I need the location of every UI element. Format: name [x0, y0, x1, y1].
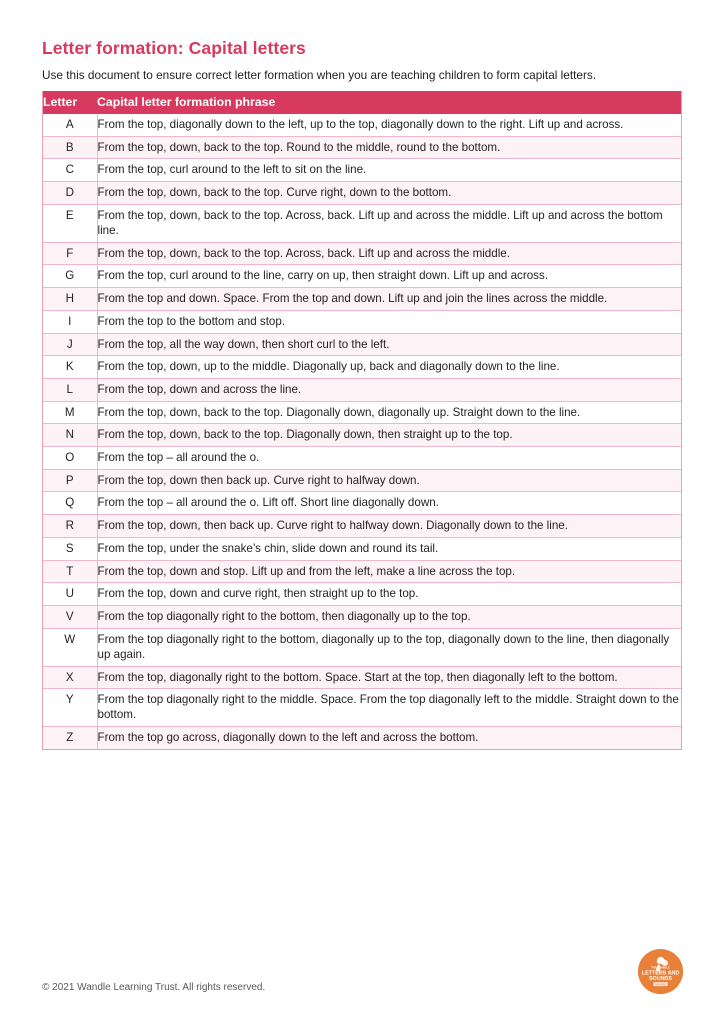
table-body	[43, 114, 681, 749]
cell-formation-phrase: From the top diagonally right to the middle. Space. From the top diagonally left to the middle. Straight down to the bottom.	[97, 689, 681, 727]
cell-formation-phrase: From the top diagonally right to the bottom, then diagonally up to the top.	[97, 605, 681, 628]
table-row	[43, 727, 681, 749]
table-row	[43, 424, 681, 447]
cell-letter: Y	[43, 689, 97, 727]
cell-letter: T	[43, 560, 97, 583]
cell-formation-phrase: From the top, down, back to the top. Round to the middle, round to the bottom.	[97, 136, 681, 159]
table-row	[43, 401, 681, 424]
cell-letter: G	[43, 265, 97, 288]
cell-letter: X	[43, 666, 97, 689]
cell-letter: M	[43, 401, 97, 424]
logo-bottom-text: REVISED	[654, 983, 667, 987]
cell-formation-phrase: From the top diagonally right to the bottom, diagonally up to the top, diagonally down to the line, then diagonally up again.	[97, 628, 681, 666]
cell-letter: O	[43, 447, 97, 470]
cell-letter: C	[43, 159, 97, 182]
cell-letter: W	[43, 628, 97, 666]
page-title: Letter formation: Capital letters	[42, 38, 306, 58]
table-row	[43, 492, 681, 515]
cell-formation-phrase: From the top, diagonally down to the left, up to the top, diagonally down to the right. Lift up and across.	[97, 114, 681, 136]
cell-letter: B	[43, 136, 97, 159]
cell-formation-phrase: From the top, down and curve right, then straight up to the top.	[97, 583, 681, 606]
cell-letter: I	[43, 310, 97, 333]
table-row	[43, 136, 681, 159]
cell-letter: N	[43, 424, 97, 447]
cell-letter: Q	[43, 492, 97, 515]
cell-letter: D	[43, 182, 97, 205]
table-row	[43, 356, 681, 379]
table-row	[43, 159, 681, 182]
cell-formation-phrase: From the top, down and across the line.	[97, 378, 681, 401]
table-row	[43, 310, 681, 333]
cell-formation-phrase: From the top, down, up to the middle. Diagonally up, back and diagonally down to the line.	[97, 356, 681, 379]
cell-letter: H	[43, 288, 97, 311]
table-row	[43, 242, 681, 265]
cell-letter: J	[43, 333, 97, 356]
logo-top-text: THE WANDLE	[651, 965, 670, 970]
logo-line-two: SOUNDS	[648, 975, 673, 982]
cell-letter: K	[43, 356, 97, 379]
table-header-row	[43, 91, 681, 114]
table-row	[43, 537, 681, 560]
cell-formation-phrase: From the top, down, back to the top. Across, back. Lift up and across the middle.	[97, 242, 681, 265]
table-row	[43, 114, 681, 136]
table-row	[43, 447, 681, 470]
cell-letter: R	[43, 515, 97, 538]
letter-formation-table	[43, 91, 681, 749]
cell-letter: F	[43, 242, 97, 265]
cell-formation-phrase: From the top, down, back to the top. Curve right, down to the bottom.	[97, 182, 681, 205]
cell-formation-phrase: From the top go across, diagonally down to the left and across the bottom.	[97, 727, 681, 749]
copyright-notice: © 2021 Wandle Learning Trust. All rights reserved.	[42, 982, 266, 993]
table-row	[43, 515, 681, 538]
cell-formation-phrase: From the top, down then back up. Curve right to halfway down.	[97, 469, 681, 492]
table-row	[43, 628, 681, 666]
cell-letter: S	[43, 537, 97, 560]
table-row	[43, 689, 681, 727]
cell-letter: E	[43, 204, 97, 242]
cell-formation-phrase: From the top – all around the o.	[97, 447, 681, 470]
cell-letter: A	[43, 114, 97, 136]
table-row	[43, 265, 681, 288]
table-row	[43, 605, 681, 628]
table-header	[43, 91, 681, 114]
cell-formation-phrase: From the top, down, back to the top. Diagonally down, then straight up to the top.	[97, 424, 681, 447]
cell-formation-phrase: From the top, down, then back up. Curve right to halfway down. Diagonally down to the line.	[97, 515, 681, 538]
table-row	[43, 288, 681, 311]
letter-formation-table-container	[42, 91, 682, 750]
letters-and-sounds-logo	[637, 948, 684, 995]
cell-formation-phrase: From the top and down. Space. From the top and down. Lift up and join the lines across the middle.	[97, 288, 681, 311]
cell-formation-phrase: From the top, down, back to the top. Across, back. Lift up and across the middle. Lift up and across the bottom line.	[97, 204, 681, 242]
table-row	[43, 560, 681, 583]
cell-formation-phrase: From the top, down and stop. Lift up and from the left, make a line across the top.	[97, 560, 681, 583]
column-header-phrase: Capital letter formation phrase	[97, 91, 681, 114]
table-row	[43, 666, 681, 689]
page-subtitle: Use this document to ensure correct letter formation when you are teaching children to form capital letters.	[42, 68, 597, 82]
cell-formation-phrase: From the top, down, back to the top. Diagonally down, diagonally up. Straight down to the line.	[97, 401, 681, 424]
cell-formation-phrase: From the top, under the snake’s chin, slide down and round its tail.	[97, 537, 681, 560]
table-row	[43, 182, 681, 205]
cell-formation-phrase: From the top, curl around to the line, carry on up, then straight down. Lift up and across.	[97, 265, 681, 288]
cell-formation-phrase: From the top – all around the o. Lift off. Short line diagonally down.	[97, 492, 681, 515]
cell-letter: Z	[43, 727, 97, 749]
cell-formation-phrase: From the top to the bottom and stop.	[97, 310, 681, 333]
table-row	[43, 333, 681, 356]
table-row	[43, 204, 681, 242]
cell-formation-phrase: From the top, all the way down, then short curl to the left.	[97, 333, 681, 356]
table-row	[43, 469, 681, 492]
cell-letter: L	[43, 378, 97, 401]
cell-letter: V	[43, 605, 97, 628]
cell-letter: U	[43, 583, 97, 606]
cell-letter: P	[43, 469, 97, 492]
table-row	[43, 583, 681, 606]
logo-line-one: LETTERS AND	[641, 970, 680, 977]
table-row	[43, 378, 681, 401]
column-header-letter: Letter	[43, 91, 97, 114]
cell-formation-phrase: From the top, curl around to the left to sit on the line.	[97, 159, 681, 182]
cell-formation-phrase: From the top, diagonally right to the bottom. Space. Start at the top, then diagonally left to the bottom.	[97, 666, 681, 689]
